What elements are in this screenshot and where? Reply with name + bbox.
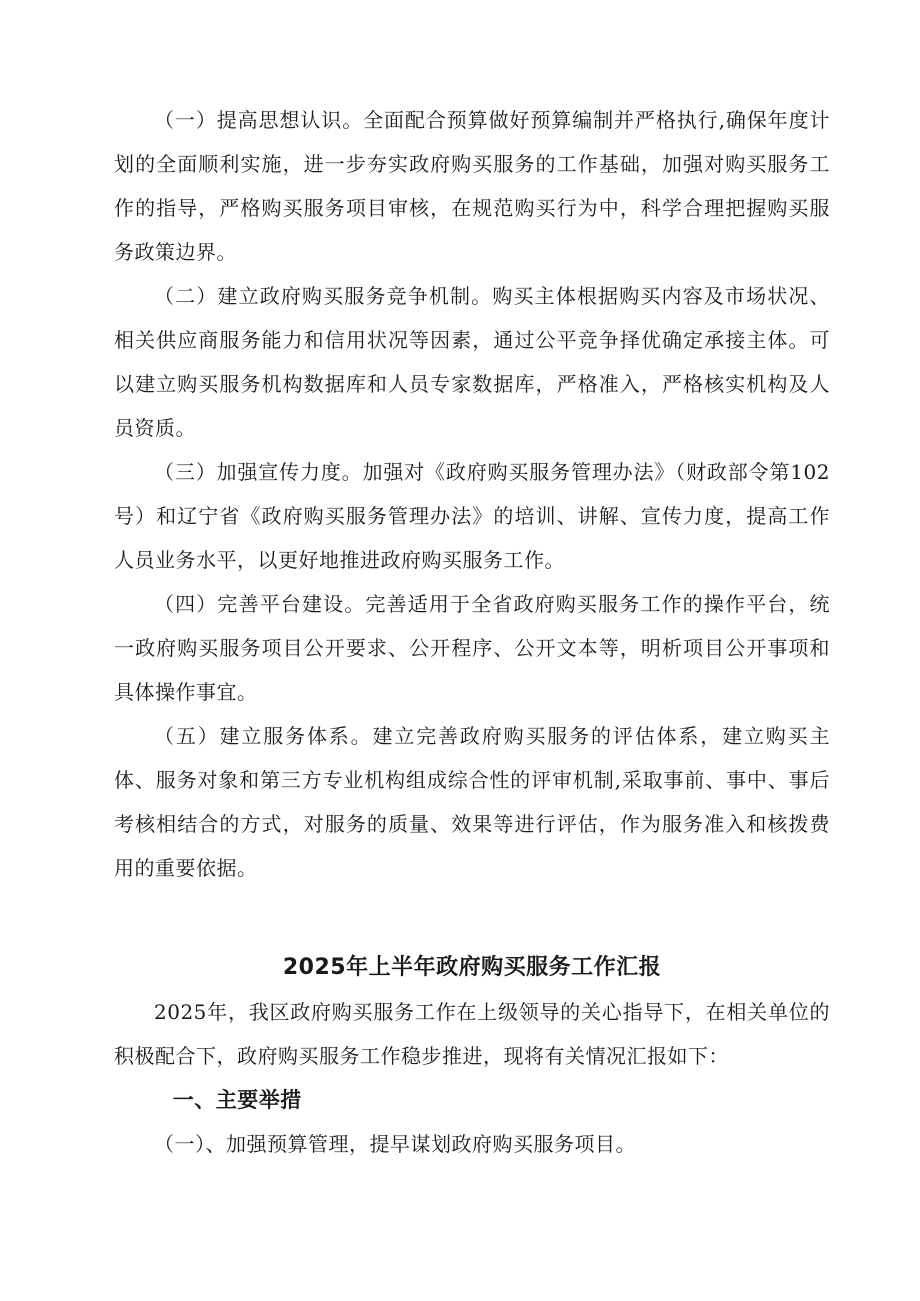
report-intro: 2025年，我区政府购买服务工作在上级领导的关心指导下，在相关单位的积极配合下，政府购买服务工作稳步推进，现将有关情况汇报如下： xyxy=(114,1000,830,1068)
paragraph-platform-construction: （四）完善平台建设。完善适用于全省政府购买服务工作的操作平台，统一政府购买服务项目公开要求、公开程序、公开文本等，明析项目公开事项和具体操作事宜。 xyxy=(114,592,830,704)
paragraph-competition-mechanism: （二）建立政府购买服务竞争机制。购买主体根据购买内容及市场状况、相关供应商服务能力和信用状况等因素，通过公平竞争择优确定承接主体。可以建立购买服务机构数据库和人员专家数据库，严格准入，严格核实机构及人员资质。 xyxy=(114,284,830,440)
heading-main-measures: 一、主要举措 xyxy=(172,1088,302,1112)
report-section xyxy=(114,946,830,1166)
sub-item-budget-management: （一）、加强预算管理，提早谋划政府购买服务项目。 xyxy=(154,1132,636,1156)
paragraph-raise-awareness: （一）提高思想认识。全面配合预算做好预算编制并严格执行,确保年度计划的全面顺利实施，进一步夯实政府购买服务的工作基础，加强对购买服务工作的指导，严格购买服务项目审核，在规范购买行为中，科学合理把握购买服务政策边界。 xyxy=(114,108,830,264)
report-title: 2025年上半年政府购买服务工作汇报 xyxy=(282,955,662,980)
paragraph-service-system: （五）建立服务体系。建立完善政府购买服务的评估体系，建立购买主体、服务对象和第三方专业机构组成综合性的评审机制,采取事前、事中、事后考核相结合的方式，对服务的质量、效果等进行评估，作为服务准入和核拨费用的重要依据。 xyxy=(114,724,830,880)
paragraph-publicity: （三）加强宣传力度。加强对《政府购买服务管理办法》（财政部令第102号）和辽宁省《政府购买服务管理办法》的培训、讲解、宣传力度，提高工作人员业务水平，以更好地推进政府购买服务工作。 xyxy=(114,460,830,572)
document-body xyxy=(114,98,830,1166)
